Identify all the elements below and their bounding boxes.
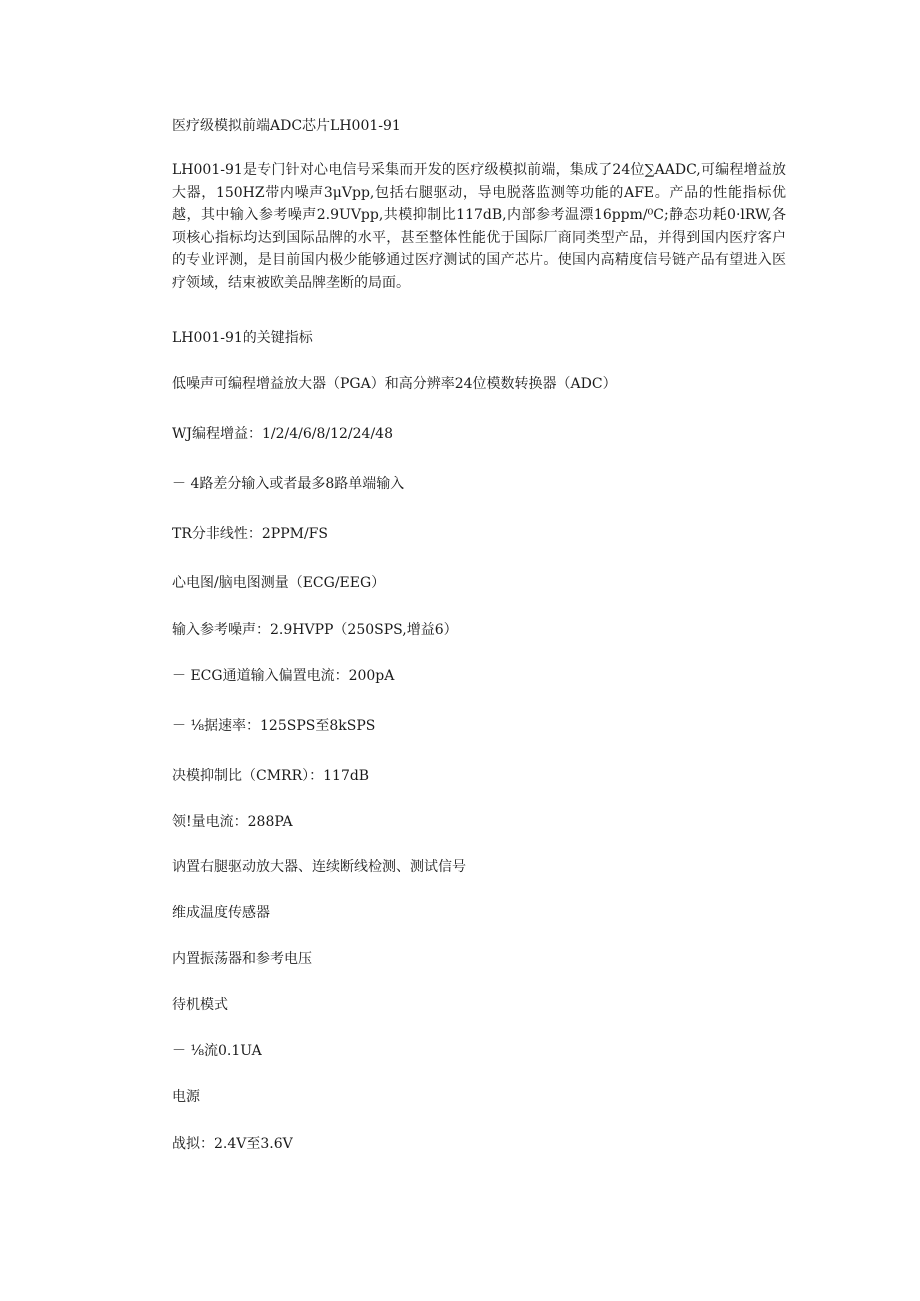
spec-item: 讷置右腿驱动放大器、连续断线检测、测试信号 (172, 859, 466, 875)
spec-item: 内置振荡器和参考电压 (172, 951, 312, 967)
intro-paragraph: LH001-91是专门针对心电信号采集而开发的医疗级模拟前端，集成了24位∑AADC,可编程增益放大器，150HZ带内噪声3μVpp,包括右腿驱动，导电脱落监测等功能的AFE。产品的性能指标优越，其中输入参考噪声2.9UVpp,共模抑制比117dB,内部参考温漂16ppm∕⁰C;静态功耗0·lRW,各项核心指标均达到国际品牌的水平，甚至整体性能优于国际厂商同类型产品，并得到国内医疗客户的专业评测，是目前国内极少能够通过医疗测试的国产芯片。使国内高精度信号链产品有望进入医疗领域，结束被欧美品牌垄断的局面。 (172, 162, 786, 291)
spec-item: － 4路差分输入或者最多8路单端输入 (172, 476, 405, 492)
spec-item: 战拟：2.4V至3.6V (172, 1136, 293, 1152)
spec-item: 心电图/脑电图测量（ECG/EEG） (172, 575, 386, 591)
spec-item: － ECG通道输入偏置电流：200pA (172, 668, 395, 684)
spec-item: 领!量电流：288PA (172, 814, 293, 830)
spec-item: WJ编程增益：1/2/4/6/8/12/24/48 (172, 426, 393, 442)
spec-item: 输入参考噪声：2.9HVPP（250SPS,增益6） (172, 622, 458, 638)
spec-item: 低噪声可编程增益放大器（PGA）和高分辨率24位模数转换器（ADC） (172, 376, 617, 392)
document-title: 医疗级模拟前端ADC芯片LH001-91 (172, 118, 401, 134)
spec-item: 维成温度传感器 (172, 905, 270, 921)
key-specs-heading: LH001-91的关键指标 (172, 330, 313, 346)
spec-item: 电源 (172, 1089, 200, 1105)
spec-item: － ⅛流0.1UA (172, 1043, 262, 1059)
spec-item: 决模抑制比（CMRR）：117dB (172, 768, 370, 784)
spec-item: － ⅛据速率：125SPS至8kSPS (172, 718, 376, 734)
spec-item: TR分非线性：2PPM/FS (172, 526, 328, 542)
spec-item: 待机模式 (172, 997, 228, 1013)
